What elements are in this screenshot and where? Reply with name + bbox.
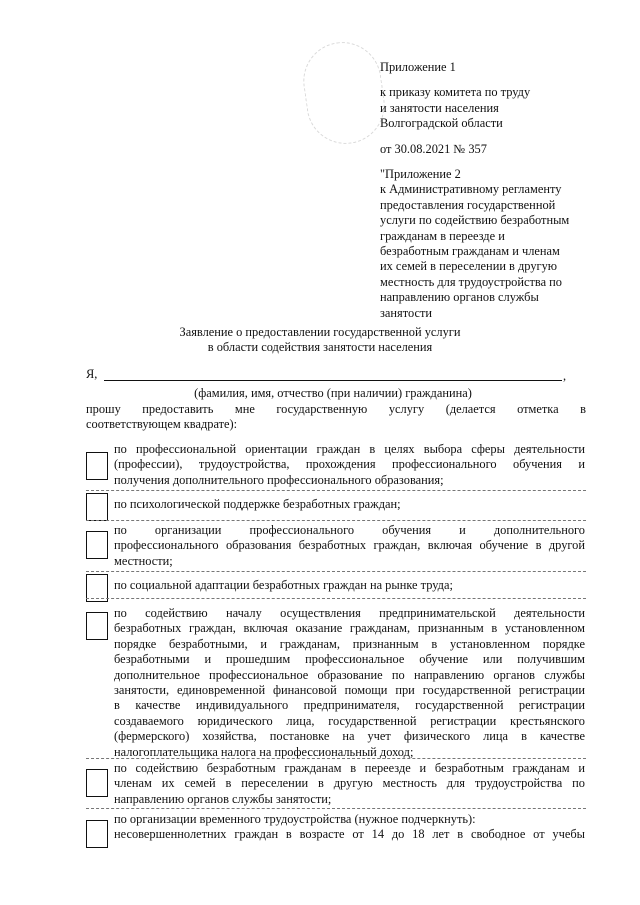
option-separator <box>86 758 586 759</box>
annex-2-line: "Приложение 2 <box>380 167 461 182</box>
order-line: к приказу комитета по труду <box>380 85 531 100</box>
header-block <box>380 60 600 321</box>
request-line: соответствующем квадрате): <box>86 417 238 432</box>
option-line: занятости, единовременной финансовой помощи при государственной регистрации <box>114 683 585 698</box>
option-line: по профессиональной ориентации граждан в целях выбора сферы деятельности <box>114 442 585 456</box>
option-line: по социальной адаптации безработных граждан на рынке труда; <box>114 578 453 592</box>
annex-2-line: их семей в переселении в другую <box>380 259 558 274</box>
option-line: по содействию началу осуществления предпринимательской деятельности <box>114 606 585 620</box>
annex-2-line: занятости <box>380 305 433 320</box>
title-line: Заявление о предоставлении государственной услуги <box>179 325 461 339</box>
order-date: от 30.08.2021 № 357 <box>380 141 487 156</box>
option-line: членам их семей в переселении в другую местность для трудоустройства по <box>114 776 585 791</box>
document-title <box>130 325 510 356</box>
applicant-prefix: Я, <box>86 367 98 381</box>
annex-2-line: к Административному регламенту <box>380 182 562 197</box>
option-line: (фермерского) хозяйства, постановке на учет физического лица в качестве <box>114 729 585 744</box>
option-line: безработными и прошедшим профессиональное обучение или получившим <box>114 652 585 667</box>
option-checkbox-temporary-employment[interactable] <box>86 820 108 848</box>
option-checkbox-entrepreneurship[interactable] <box>86 612 108 640</box>
applicant-name-field[interactable] <box>104 380 562 381</box>
option-line: налогоплательщика налога на профессиональный доход; <box>114 744 414 759</box>
option-line: местности; <box>114 553 173 568</box>
order-line: Волгоградской области <box>380 116 503 131</box>
option-line: по содействию безработным гражданам в переезде и безработным гражданам и <box>114 761 585 775</box>
request-text <box>86 402 586 433</box>
option-line: создаваемого юридического лица, государственной регистрации крестьянского <box>114 713 585 728</box>
annex-2-line: местность для трудоустройства по <box>380 274 562 289</box>
option-line: несовершеннолетних граждан в возрасте от 14 до 18 лет в свободное от учебы <box>114 827 585 842</box>
option-relocation <box>114 761 585 807</box>
option-separator <box>86 808 586 809</box>
applicant-comma: , <box>563 369 567 383</box>
option-separator <box>86 571 586 572</box>
option-line: направлению органов службы занятости; <box>114 791 332 806</box>
option-checkbox-relocation[interactable] <box>86 769 108 797</box>
option-checkbox-psychological-support[interactable] <box>86 493 108 521</box>
annex-2-line: направлению органов службы <box>380 290 539 305</box>
option-vocational-training <box>114 523 585 569</box>
option-checkbox-vocational-training[interactable] <box>86 531 108 559</box>
option-line: профессионального образования безработных граждан, включая обучение в другой <box>114 538 585 553</box>
option-separator <box>86 598 586 599</box>
annex-2-line: гражданам в переезде и <box>380 228 505 243</box>
option-temporary-employment <box>114 812 585 843</box>
option-separator <box>86 520 586 521</box>
applicant-caption: (фамилия, имя, отчество (при наличии) гражданина) <box>194 386 472 400</box>
option-psychological-support <box>114 497 585 512</box>
option-career-guidance <box>114 442 585 488</box>
option-social-adaptation <box>114 578 585 593</box>
option-line: по организации профессионального обучения и дополнительного <box>114 523 585 537</box>
annex-2-line: предоставления государственной <box>380 197 556 212</box>
option-line: по психологической поддержке безработных граждан; <box>114 497 401 511</box>
option-line: в качестве индивидуального предпринимателя, государственной регистрации <box>114 698 585 713</box>
option-line: безработных граждан, включая оказание гражданам, признанным в установленном <box>114 621 585 636</box>
order-line: и занятости населения <box>380 100 499 115</box>
option-line: дополнительное профессиональное образование по направлению органов службы <box>114 667 585 682</box>
option-line: по организации временного трудоустройства (нужное подчеркнуть): <box>114 812 476 826</box>
title-line: в области содействия занятости населения <box>207 340 433 355</box>
option-checkbox-career-guidance[interactable] <box>86 452 108 480</box>
annex-2-line: услуги по содействию безработным <box>380 213 570 228</box>
option-separator <box>86 490 586 491</box>
option-line: (профессии), трудоустройства, прохождения профессионального обучения и <box>114 457 585 472</box>
annex-2-line: безработным гражданам и членам <box>380 244 560 259</box>
annex-1-label: Приложение 1 <box>380 60 456 74</box>
option-line: получения дополнительного профессионального образования; <box>114 472 444 487</box>
option-entrepreneurship <box>114 606 585 760</box>
stamp-mark <box>298 37 389 149</box>
request-line: прошу предоставить мне государственную услугу (делается отметка в <box>86 402 586 416</box>
option-line: порядке безработными, и гражданам, признанным в установленном порядке <box>114 636 585 651</box>
